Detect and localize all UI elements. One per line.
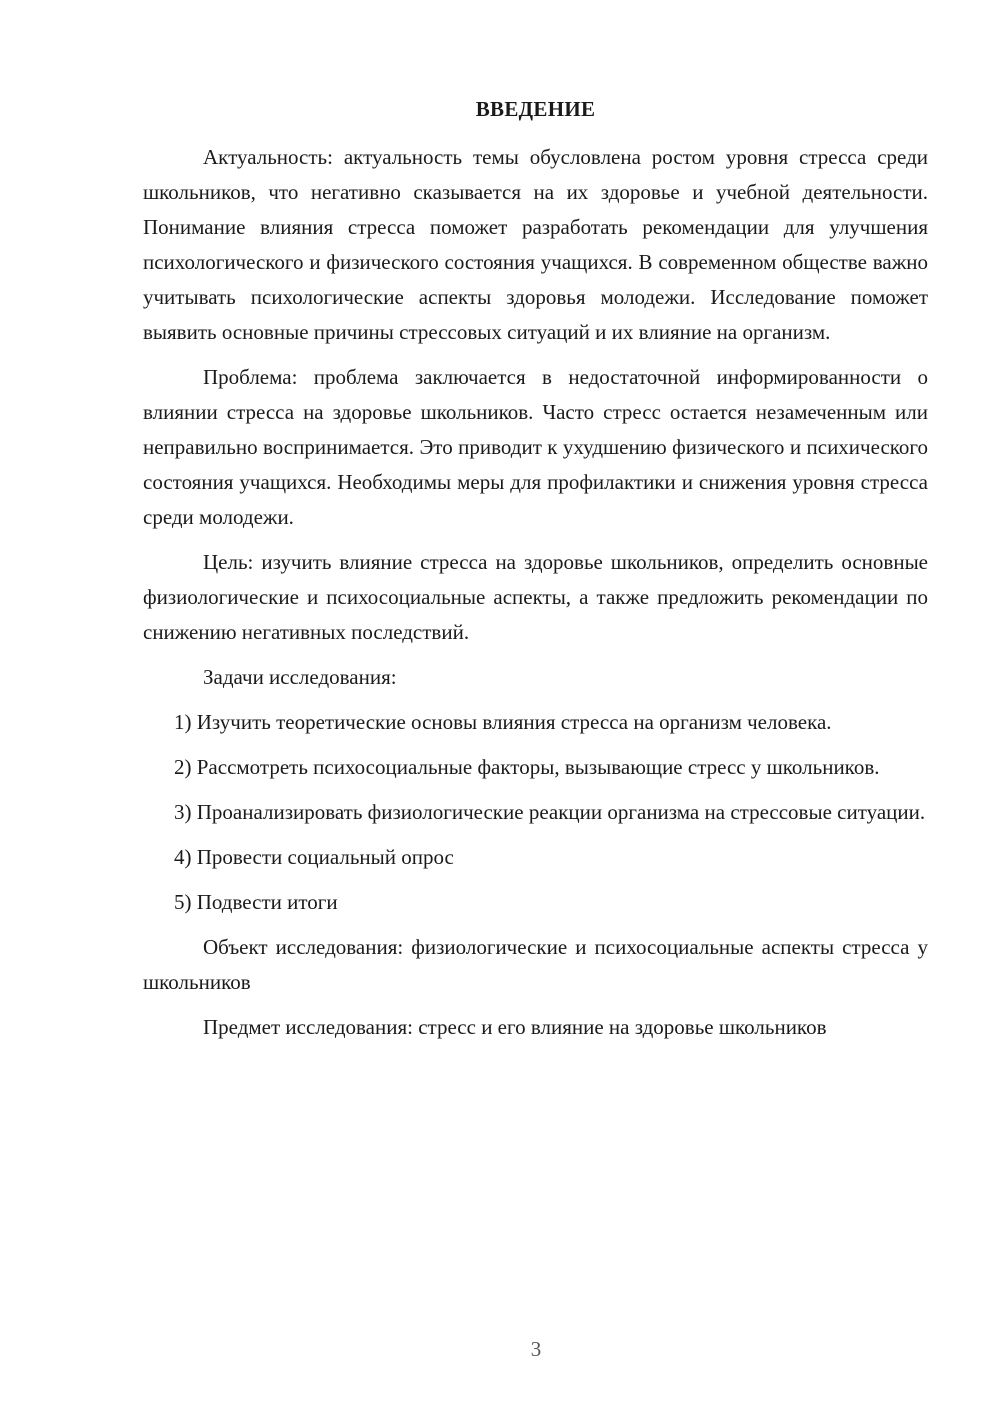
task-item-1: 1) Изучить теоретические основы влияния стресса на организм человека. [174, 710, 832, 734]
task-item-2: 2) Рассмотреть психосоциальные факторы, вызывающие стресс у школьников. [174, 755, 880, 779]
goal-paragraph: Цель: изучить влияние стресса на здоровье школьников, определить основные физиологические и психосоциальные аспекты, а также предложить рекомендации по снижению негативных последствий. [143, 550, 928, 644]
problem-paragraph: Проблема: проблема заключается в недостаточной информированности о влиянии стресса на здоровье школьников. Часто стресс остается незамеченным или неправильно воспринимается. Это приводит к ухудшению физического и психического состояния учащихся. Необходимы меры для профилактики и снижения уровня стресса среди молодежи. [143, 365, 928, 529]
subject-paragraph: Предмет исследования: стресс и его влияние на здоровье школьников [203, 1015, 827, 1039]
task-item-5: 5) Подвести итоги [174, 890, 338, 914]
page-content [143, 92, 928, 1045]
object-paragraph: Объект исследования: физиологические и психосоциальные аспекты стресса у школьников [143, 935, 928, 994]
task-item-4: 4) Провести социальный опрос [174, 845, 454, 869]
section-heading: ВВЕДЕНИЕ [475, 97, 596, 121]
task-item-3: 3) Проанализировать физиологические реакции организма на стрессовые ситуации. [174, 800, 926, 824]
tasks-title: Задачи исследования: [203, 665, 397, 689]
relevance-paragraph: Актуальность: актуальность темы обусловлена ростом уровня стресса среди школьников, что негативно сказывается на их здоровье и учебной деятельности. Понимание влияния стресса поможет разработать рекомендации для улучшения психологического и физического состояния учащихся. В современном обществе важно учитывать психологические аспекты здоровья молодежи. Исследование поможет выявить основные причины стрессовых ситуаций и их влияние на организм. [143, 145, 928, 344]
page-number: 3 [530, 1337, 542, 1361]
